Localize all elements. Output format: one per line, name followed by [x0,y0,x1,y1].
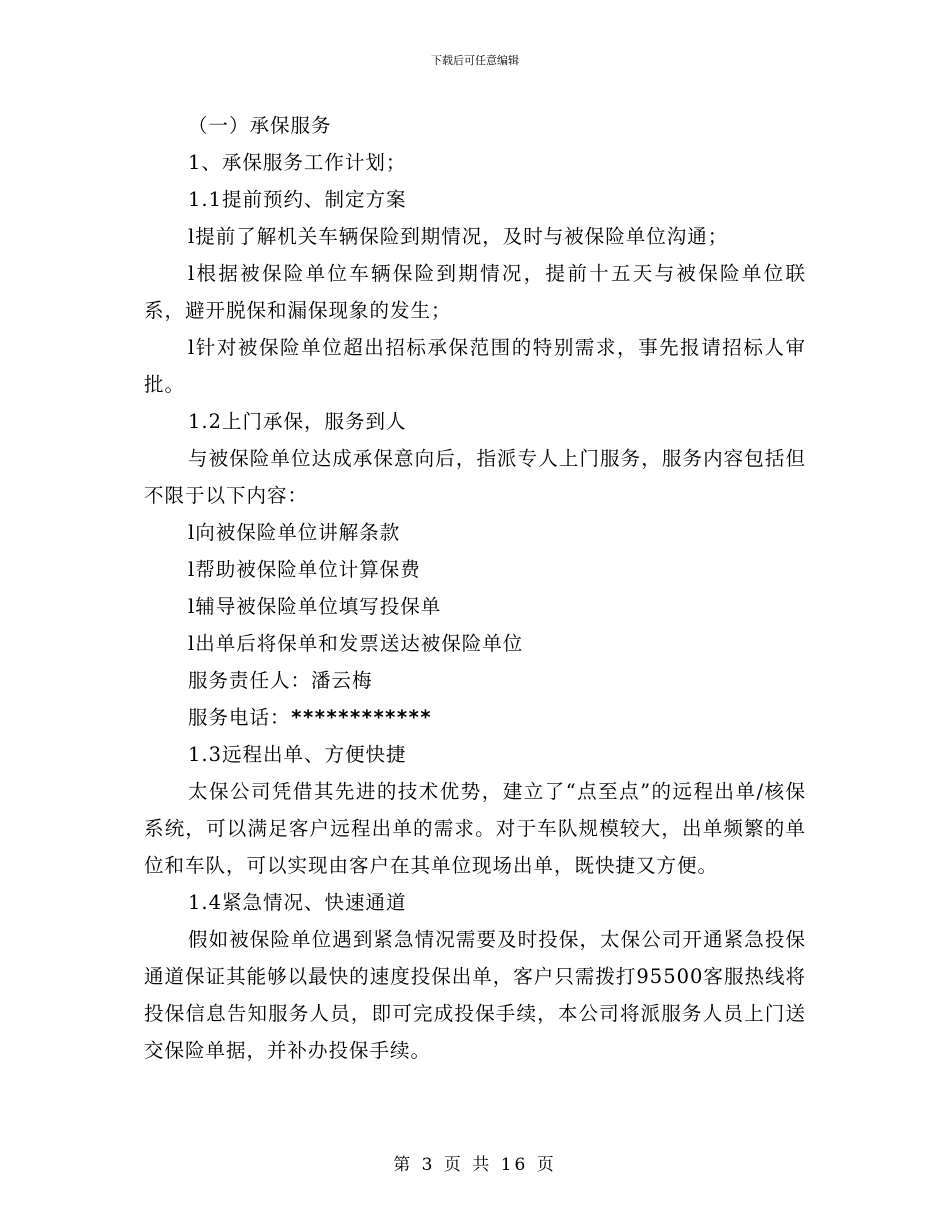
contact-person-name: 潘云梅 [311,669,373,692]
heading-1-2: 1.2上门承保，服务到人 [188,410,407,433]
document-body [144,107,806,1069]
heading-1: 1、承保服务工作计划； [188,151,407,174]
heading-1-1: 1.1提前预约、制定方案 [188,188,407,211]
paragraph: 假如被保险单位遇到紧急情况需要及时投保，太保公司开通紧急投保通道保证其能够以最快的速度投保出单，客户只需拨打95500客服热线将投保信息告知服务人员，即可完成投保手续，本公司将派服务人员上门送交保险单据，并补办投保手续。 [144,928,806,1062]
bullet-item: l根据被保险单位车辆保险到期情况，提前十五天与被保险单位联系，避开脱保和漏保现象的发生； [144,262,806,322]
heading-1-3: 1.3远程出单、方便快捷 [188,743,407,766]
page-header: 下载后可任意编辑 [431,54,519,67]
bullet-item: l辅导被保险单位填写投保单 [188,595,442,618]
bullet-item: l出单后将保单和发票送达被保险单位 [188,632,524,655]
contact-phone-value: ************ [290,706,432,729]
contact-phone-label: 服务电话： [188,706,291,729]
bullet-item: l提前了解机关车辆保险到期情况，及时与被保险单位沟通； [188,225,729,248]
section-title: （一）承保服务 [188,114,332,137]
heading-1-4: 1.4紧急情况、快速通道 [188,891,407,914]
page-footer: 第 3 页 共 16 页 [393,1155,557,1175]
bullet-item: l针对被保险单位超出招标承保范围的特别需求，事先报请招标人审批。 [144,336,806,396]
bullet-item: l帮助被保险单位计算保费 [188,558,421,581]
bullet-item: l向被保险单位讲解条款 [188,521,401,544]
contact-person-label: 服务责任人： [188,669,312,692]
paragraph: 与被保险单位达成承保意向后，指派专人上门服务，服务内容包括但不限于以下内容： [144,447,806,507]
contact-phone-line [144,699,806,736]
contact-person-line [144,662,806,699]
paragraph: 太保公司凭借其先进的技术优势，建立了“点至点”的远程出单/核保系统，可以满足客户远程出单的需求。对于车队规模较大，出单频繁的单位和车队，可以实现由客户在其单位现场出单，既快捷又方便。 [144,780,806,877]
